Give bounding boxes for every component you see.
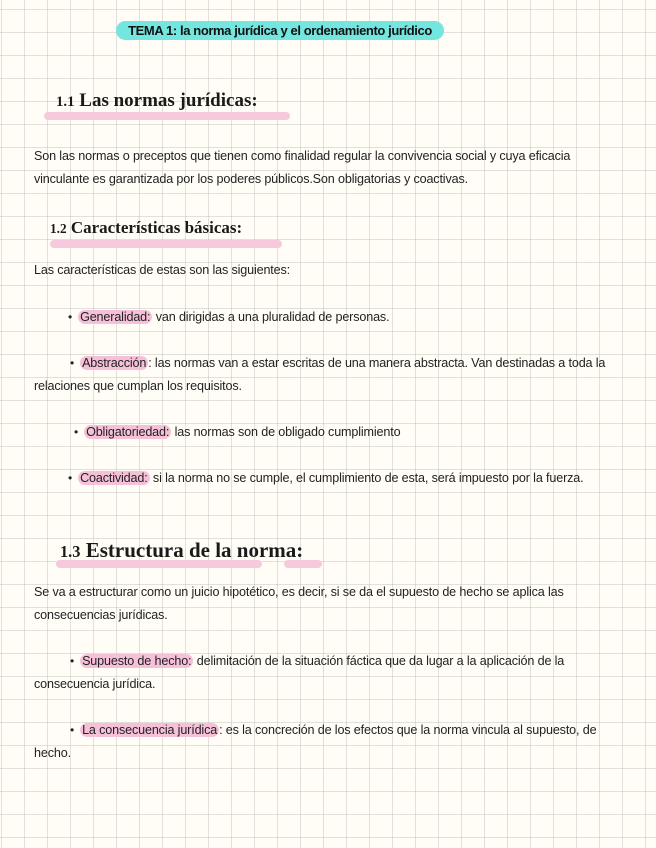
- heading-underline: [44, 112, 290, 120]
- bullet-icon: •: [68, 310, 73, 324]
- paragraph-definition: Son las normas o preceptos que tienen como finalidad regular la convivencia social y cuya eficacia vinculante es garantizada por los poderes públicos.Son obligatorias y coactivas.: [34, 149, 571, 186]
- section-number: 1.3: [60, 542, 81, 561]
- term-highlight: Abstracción: [82, 356, 147, 370]
- section-heading-1-1: [56, 90, 258, 112]
- term-highlight: La consecuencia jurídica: [82, 723, 218, 737]
- list-item: [34, 467, 624, 490]
- item-text: si la norma no se cumple, el cumplimiento de esta, será impuesto por la fuerza.: [149, 471, 584, 485]
- section-title: Características básicas:: [70, 218, 243, 237]
- bullet-icon: •: [70, 723, 75, 737]
- term-highlight: Supuesto de hecho:: [82, 654, 192, 668]
- list-item: [68, 306, 628, 329]
- section-heading-1-3: [60, 538, 303, 563]
- term-highlight: Coactividad:: [80, 471, 148, 485]
- list-item: [74, 421, 624, 444]
- bullet-icon: •: [70, 654, 75, 668]
- section-number: 1.2: [50, 221, 67, 236]
- item-text: van dirigidas a una pluralidad de personas.: [152, 310, 390, 324]
- section-number: 1.1: [56, 94, 75, 110]
- list-item: [34, 719, 624, 765]
- bullet-icon: •: [70, 356, 75, 370]
- list-item: [34, 352, 624, 398]
- item-text: delimitación de la situación fáctica que da lugar a la aplicación de la consecuencia jurídica.: [34, 654, 565, 691]
- page-title: TEMA 1: la norma jurídica y el ordenamiento jurídico: [116, 21, 444, 40]
- term-highlight: Obligatoriedad:: [86, 425, 170, 439]
- list-item: [34, 650, 624, 696]
- section-title: Estructura de la norma:: [85, 538, 304, 562]
- bullet-icon: •: [68, 471, 73, 485]
- term-highlight: Generalidad:: [80, 310, 151, 324]
- paragraph-intro: Las características de estas son las siguientes:: [34, 263, 291, 277]
- heading-underline: [50, 240, 282, 248]
- item-text: : es la concreción de los efectos que la norma vincula al supuesto, de hecho.: [34, 723, 597, 760]
- paragraph-structure: Se va a estructurar como un juicio hipotético, es decir, si se da el supuesto de hecho se aplica las consecuencias jurídicas.: [34, 585, 564, 622]
- item-text: las normas son de obligado cumplimiento: [171, 425, 401, 439]
- item-text: : las normas van a estar escritas de una manera abstracta. Van destinadas a toda la relaciones que cumplan los requisitos.: [34, 356, 606, 393]
- section-heading-1-2: [50, 218, 242, 238]
- bullet-icon: •: [74, 425, 79, 439]
- section-title: Las normas jurídicas:: [79, 90, 258, 111]
